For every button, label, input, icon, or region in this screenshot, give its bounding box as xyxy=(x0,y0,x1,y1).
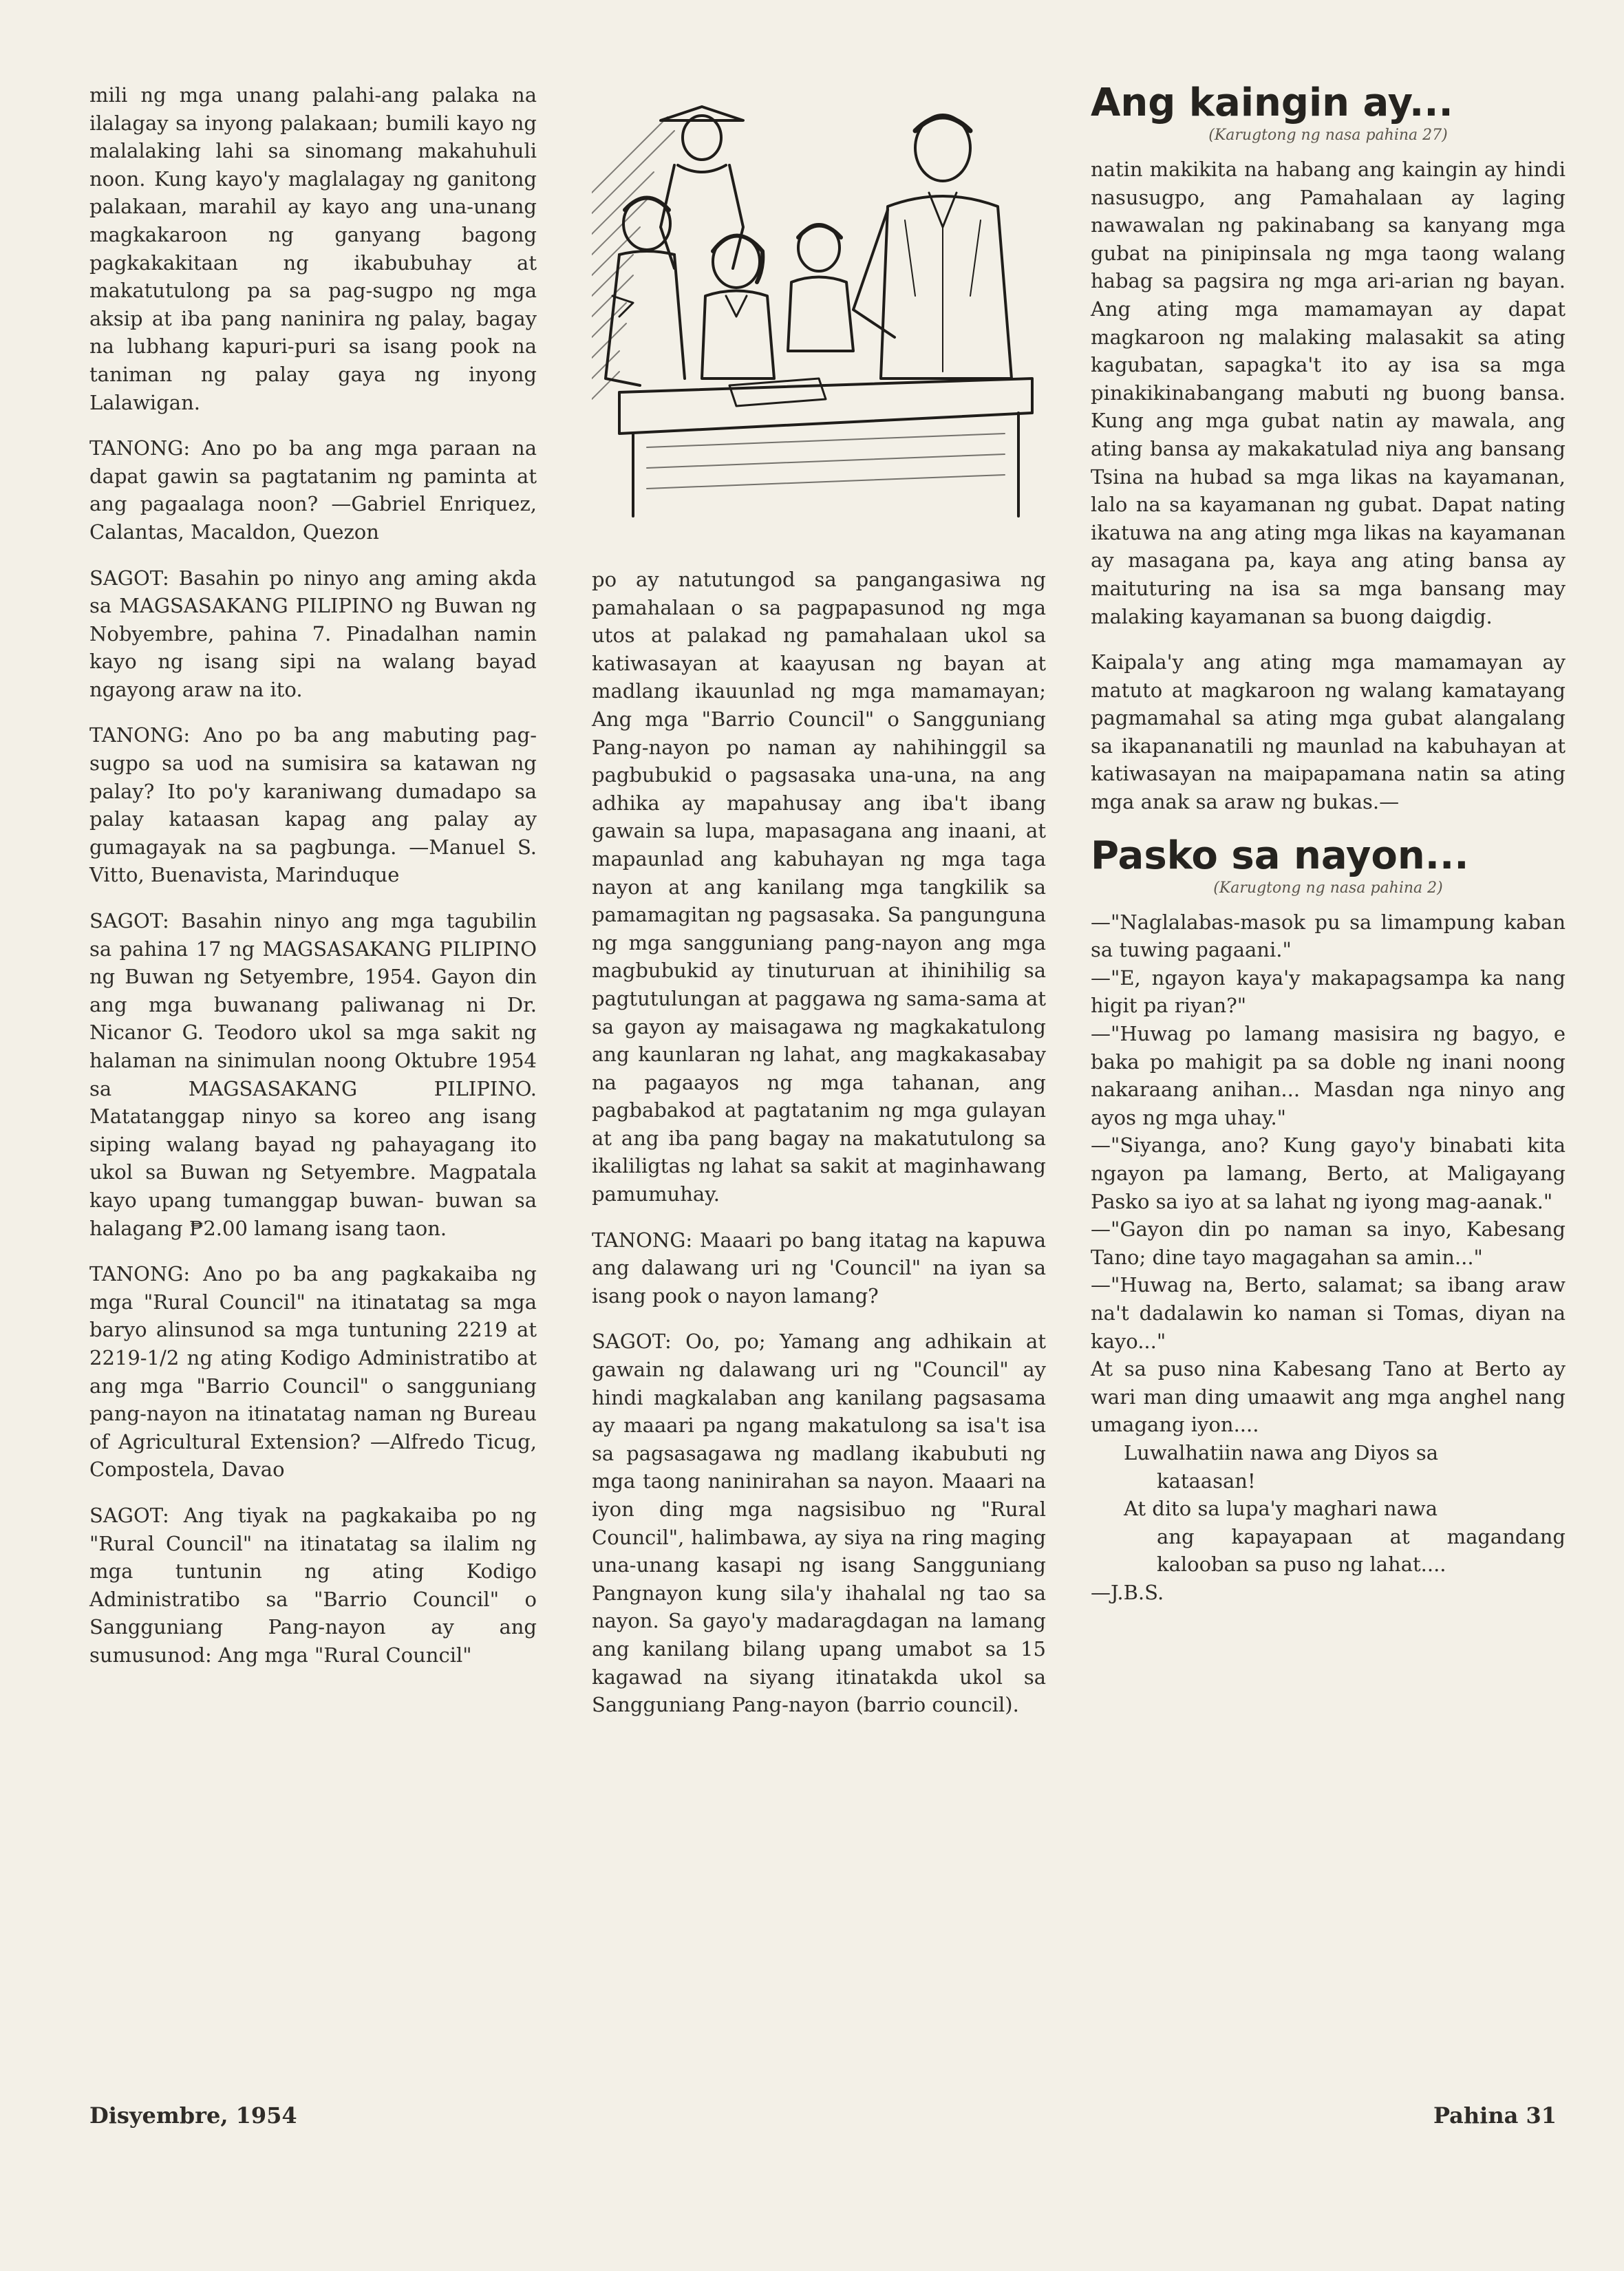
answer-two-councils: SAGOT: Oo, po; Yamang ang adhikain at gawain ng dalawang uri ng "Council" ay hindi magkalaban ang kanilang pagsasama ay maaari pa ngang makatulong sa isa't isa sa pagsasagawa ng madlang ikabubuti ng mga taong naninirahan sa nayon. Maaari na iyon ding mga nagsisibuo ng "Rural Council", halimbawa, ay siya na ring maging una-unang kasapi ng isang Sangguniang Pangnayon kung sila'y ihahalal ng tao sa nayon. Sa gayo'y madaragdagan na lamang ang kanilang bilang upang umabot sa 15 kagawad na siyang itinatakda ukol sa Sangguniang Pang-nayon (barrio council). xyxy=(592,1330,1046,1717)
question-rural-council: TANONG: Ano po ba ang pagkakaiba ng mga "Rural Council" na itinatatag sa mga baryo alinsunod sa mga tuntuning 2219 at 2219-1/2 ng ating Kodigo Administratibo at ang mga "Barrio Council" o sangguniang pang-nayon na itinatatag naman ng Bureau of Agricultural Extension? —Alfredo Ticug, Compostela, Davao xyxy=(89,1262,537,1482)
paragraph-kaingin-2: Kaipala'y ang ating mga mamamayan ay matuto at magkaroon ng walang kamatayang pagmamahal sa ating mga gubat alangalang sa ikapananatili ng maunlad na kabuhayan at katiwasayan na maipapamana natin sa ating mga anak sa araw ng bukas.— xyxy=(1091,650,1566,814)
column-left xyxy=(89,81,537,1669)
paragraph-barrio-council: po ay natutungod sa pangangasiwa ng pamahalaan o sa pagpapasunod ng mga utos at palakad ng pamahalaan ukol sa katiwasayan at kaayusan ng bayan at madlang ikauunlad ng mga mamamayan; Ang mga "Barrio Council" o Sangguniang Pang-nayon po naman ay nahihinggil sa pagbubukid o pagsasaka una-una, na ang adhika ay mapahusay ang iba't ibang gawain sa lupa, mapasagana ang inaani, at mapaunlad ang kabuhayan ng mga taga nayon at ang kanilang mga tangkilik sa pamamagitan ng pagsasaka. Sa pangunguna ng mga sangguniang pang-nayon ang mga magbubukid ay tinuturuan at ihinihilig sa pagtutulungan at paggawa ng sama-sama at sa gayon ay maisagawa ng magkakatulong ang kaunlaran ng lahat, ang magkakasabay na pagaayos ng mga tahanan, ang pagbabakod at pagtatanim ng mga gulayan at ang iba pang bagay na makatutulong sa ikaliligtas ng lahat sa sakit at maginhawang pamumuhay. xyxy=(592,568,1046,1206)
dialogue-2: —"E, ngayon kaya'y makapagsampa ka nang higit pa riyan?" xyxy=(1091,966,1566,1018)
verse-line-2: At dito sa lupa'y maghari nawa xyxy=(1124,1497,1438,1521)
heading-kaingin: Ang kaingin ay... xyxy=(1091,81,1453,125)
author-signature: —J.B.S. xyxy=(1091,1580,1164,1604)
illustration-villagers-meeting xyxy=(592,89,1046,520)
answer-pepper: SAGOT: Basahin po ninyo ang aming akda sa MAGSASAKANG PILIPINO ng Buwan ng Nobyembre, pahina 7. Pinadalhan namin kayo ng isang sipi na walang bayad ngayong araw na ito. xyxy=(89,566,537,701)
answer-rice-worm: SAGOT: Basahin ninyo ang mga tagubilin sa pahina 17 ng MAGSASAKANG PILIPINO ng Buwan ng Setyembre, 1954. Gayon din ang mga buwanang paliwanag ni Dr. Nicanor G. Teodoro ukol sa mga sakit ng halaman na sinimulan noong Oktubre 1954 sa MAGSASAKANG PILIPINO. Matatanggap ninyo sa koreo ang isang siping walang bayad ng pahayagang ito ukol sa Buwan ng Setyembre. Magpatala kayo upang tumanggap buwan- buwan sa halagang ₱2.00 lamang isang taon. xyxy=(89,909,537,1240)
dialogue-1: —"Naglalabas-masok pu sa limampung kaban sa tuwing pagaani." xyxy=(1091,910,1566,962)
question-pepper: TANONG: Ano po ba ang mga paraan na dapat gawin sa pagtatanim ng paminta at ang pagaalaga noon? —Gabriel Enriquez, Calantas, Macaldon, Quezon xyxy=(89,436,537,544)
answer-rural-council: SAGOT: Ang tiyak na pagkakaiba po ng "Rural Council" na itinatatag sa ilalim ng mga tuntunin ng ating Kodigo Administratibo sa "Barrio Council" o Sangguniang Pang-nayon ay ang sumusunod: Ang mga "Rural Council" xyxy=(89,1503,537,1667)
verse-line-1: Luwalhatiin nawa ang Diyos sa xyxy=(1124,1440,1439,1464)
verse-line-2b: ang kapayapaan at magandang kalooban sa puso ng lahat.... xyxy=(1157,1524,1566,1577)
question-two-councils: TANONG: Maaari po bang itatag na kapuwa ang dalawang uri ng 'Council" na iyan sa isang pook o nayon lamang? xyxy=(592,1228,1046,1308)
column-right xyxy=(1091,81,1566,1625)
dialogue-3: —"Huwag po lamang masisira ng bagyo, e baka po mahigit pa sa doble ng inani noong nakaraang anihan... Masdan nga ninyo ang ayos ng mga uhay." xyxy=(1091,1022,1566,1129)
verse-line-1b: kataasan! xyxy=(1157,1469,1256,1493)
question-rice-worm: TANONG: Ano po ba ang mabuting pag-sugpo sa uod na sumisira sa katawan ng palay? Ito po'y karaniwang dumadapo sa palay kataasan kapag ang palay ay gumagayak na sa pagbunga. —Manuel S. Vitto, Buenavista, Marinduque xyxy=(89,723,537,887)
dialogue-6: —"Huwag na, Berto, salamat; sa ibang araw na't dadalawin ko naman si Tomas, diyan na kayo..." xyxy=(1091,1273,1566,1353)
dialogue-5: —"Gayon din po naman sa inyo, Kabesang Tano; dine tayo magagahan sa amin..." xyxy=(1091,1217,1566,1269)
column-middle xyxy=(592,566,1046,1719)
paragraph-frog-farm: mili ng mga unang palahi-ang palaka na ilalagay sa inyong palakaan; bumili kayo ng malalaking lahi sa sinomang makahuhuli noon. Kung kayo'y maglalagay ng ganitong palakaan, marahil ay kayo ang una-unang magkakaroon ng ganyang bagong pagkakakitaan ng ikabubuhay at makatutulong pa sa pag-sugpo ng mga aksip at iba pang naninira ng palay, bagay na lubhang kapuri-puri sa isang pook na taniman ng palay gaya ng inyong Lalawigan. xyxy=(89,83,537,414)
continuation-note-pasko: (Karugtong ng nasa pahina 2) xyxy=(1213,879,1443,897)
heading-pasko: Pasko sa nayon... xyxy=(1091,833,1469,878)
dialogue-4: —"Siyanga, ano? Kung gayo'y binabati kita ngayon pa lamang, Berto, at Maligayang Pasko sa iyo at sa lahat ng iyong mag-aanak." xyxy=(1091,1133,1566,1213)
footer-page-number: Pahina 31 xyxy=(1433,2102,1557,2129)
footer-date: Disyembre, 1954 xyxy=(89,2102,297,2129)
narration-angels: At sa puso nina Kabesang Tano at Berto ay wari man ding umaawit ang mga anghel nang umagang iyon.... xyxy=(1091,1357,1566,1437)
paragraph-kaingin-1: natin makikita na habang ang kaingin ay hindi nasusugpo, ang Pamahalaan ay laging nawawalan ng pakinabang sa kanyang mga gubat na pinipinsala ng mga taong walang habag sa pagsira ng mga ari-arian ng bayan. Ang ating mga mamamayan ay dapat magkaroon ng malaking malasakit sa ating kagubatan, sapagka't ito ay isa sa mga pinakikinabangang mabuti ng buong bansa. Kung ang mga gubat natin ay mawala, ang ating bansa ay makakatulad niya ang bansang Tsina na hubad sa mga likas na kayamanan, lalo na sa kayamanan ng gubat. Dapat nating ikatuwa na ang ating mga likas na kayamanan ay masagana pa, kaya ang ating bansa ay maituturing na isa sa mga bansang may malaking kayamanan sa buong daigdig. xyxy=(1091,158,1566,628)
continuation-note-kaingin: (Karugtong ng nasa pahina 27) xyxy=(1208,127,1448,144)
